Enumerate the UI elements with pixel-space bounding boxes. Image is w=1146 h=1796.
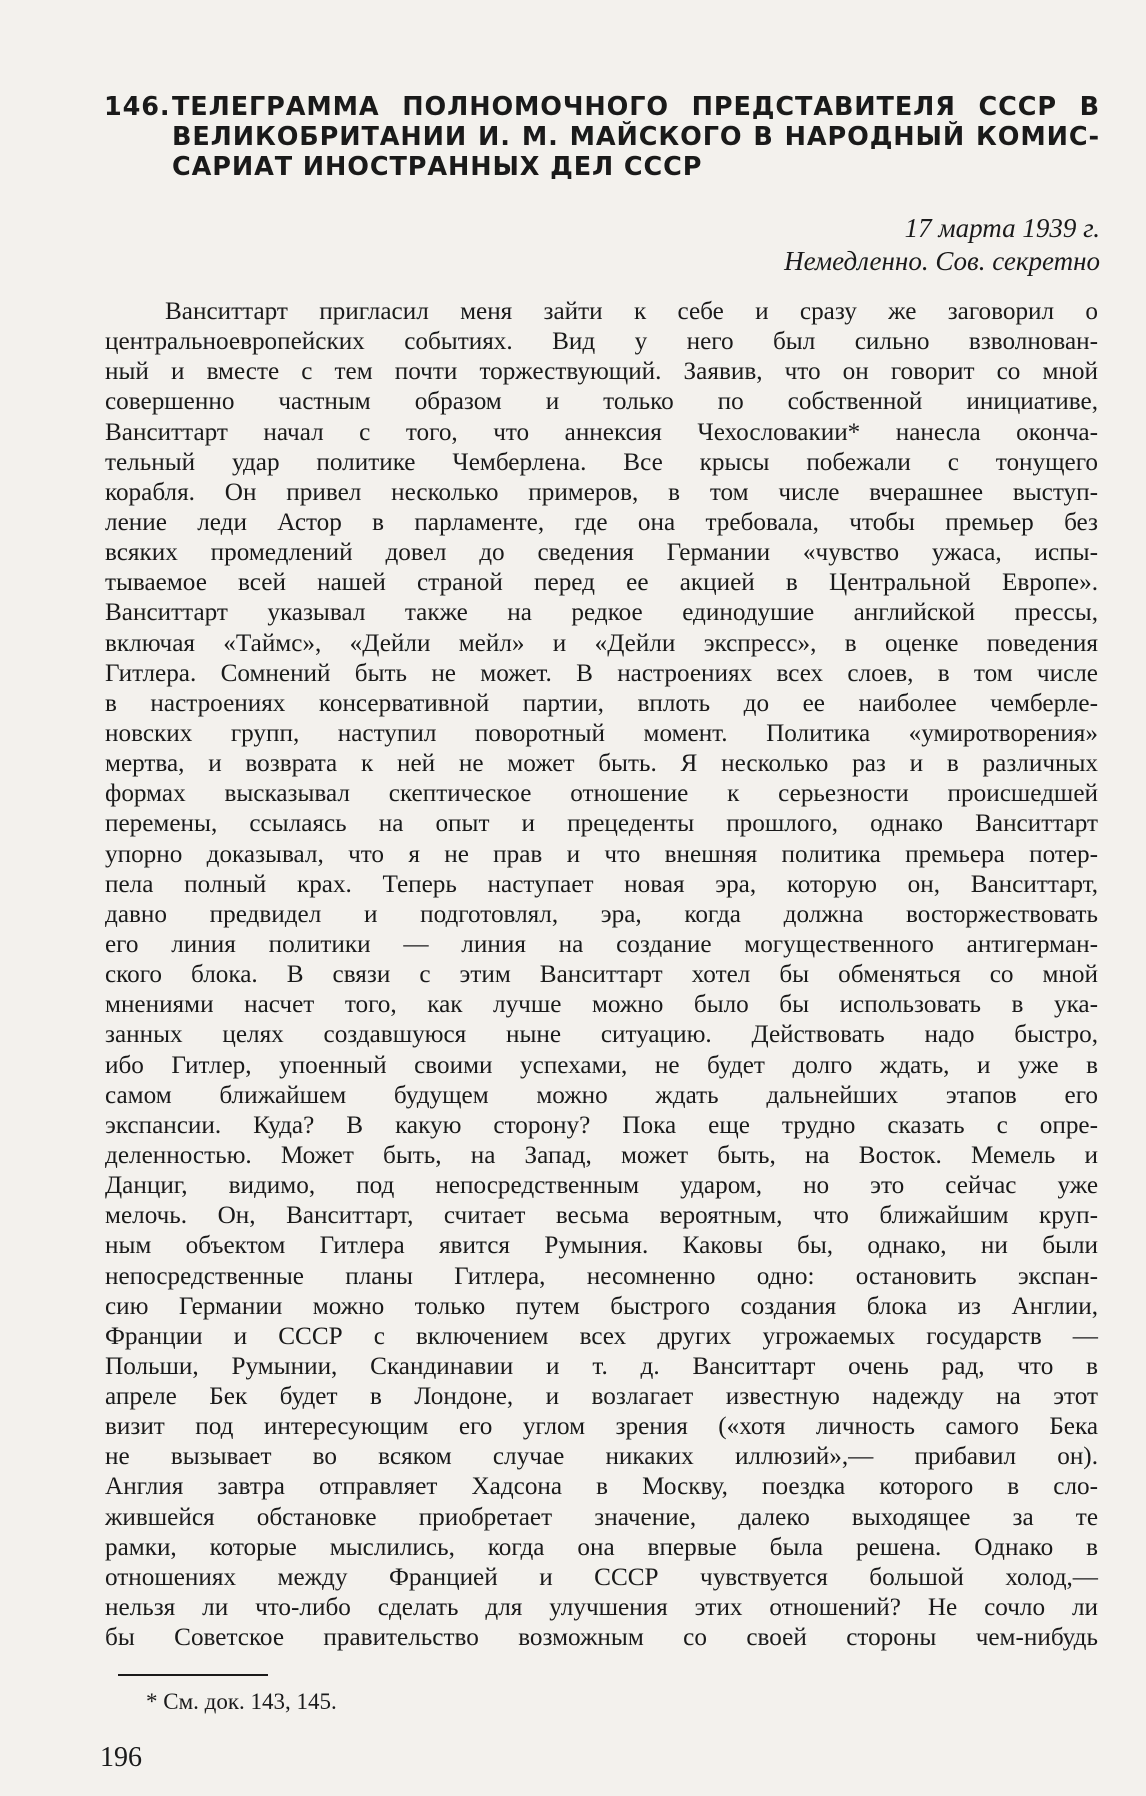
title-line: ВЕЛИКОБРИТАНИИ И. М. МАЙСКОГО В НАРОДНЫЙ КОМИС-: [172, 122, 1100, 152]
body-line: давно предвидел и подготовлял, эра, когда должна восторжествовать: [105, 900, 1098, 928]
body-line: Гитлера. Сомнений быть не может. В настроениях всех слоев, в том числе: [105, 659, 1098, 687]
body-line: новских групп, наступил поворотный момент. Политика «умиротворения»: [105, 719, 1098, 747]
body-line: Ванситтарт указывал также на редкое единодушие английской прессы,: [105, 599, 1098, 627]
body-line: тельный удар политике Чемберлена. Все крысы побежали с тонущего: [105, 448, 1098, 476]
body-line: в настроениях консервативной партии, вплоть до ее наиболее чемберле-: [105, 689, 1098, 717]
body-line: пела полный крах. Теперь наступает новая эра, которую он, Ванситтарт,: [105, 870, 1098, 898]
body-line: Франции и СССР с включением всех других угрожаемых государств —: [105, 1322, 1098, 1350]
body-line: сию Германии можно только путем быстрого создания блока из Англии,: [105, 1292, 1098, 1320]
footnote: * См. док. 143, 145.: [146, 1689, 337, 1714]
body-text: [105, 297, 1098, 1653]
body-line: упорно доказывал, что я не прав и что внешняя политика премьера потер-: [105, 840, 1098, 868]
body-line: Данциг, видимо, под непосредственным ударом, но это сейчас уже: [105, 1172, 1098, 1200]
body-line: бы Советское правительство возможным со своей стороны чем-нибудь: [105, 1624, 1098, 1652]
body-line: рамки, которые мыслились, когда она впервые была решена. Однако в: [105, 1533, 1098, 1561]
body-line: апреле Бек будет в Лондоне, и возлагает известную надежду на этот: [105, 1383, 1098, 1411]
date-block: [784, 212, 1100, 278]
body-line: отношениях между Францией и СССР чувствуется большой холод,—: [105, 1563, 1098, 1591]
body-line: самом ближайшем будущем можно ждать дальнейших этапов его: [105, 1081, 1098, 1109]
title-line: ТЕЛЕГРАММА ПОЛНОМОЧНОГО ПРЕДСТАВИТЕЛЯ СССР В: [172, 92, 1100, 122]
body-line: ным объектом Гитлера явится Румыния. Каковы бы, однако, ни были: [105, 1232, 1098, 1260]
classification-label: Немедленно. Сов. секретно: [784, 246, 1100, 276]
body-line: перемены, ссылаясь на опыт и прецеденты прошлого, однако Ванситтарт: [105, 810, 1098, 838]
body-line: мнениями насчет того, как лучше можно было бы использовать в ука-: [105, 991, 1098, 1019]
title-line: САРИАТ ИНОСТРАННЫХ ДЕЛ СССР: [172, 152, 703, 182]
body-line: ный и вместе с тем почти торжествующий. Заявив, что он говорит со мной: [105, 358, 1098, 386]
body-line: всяких промедлений довел до сведения Германии «чувство ужаса, испы-: [105, 539, 1098, 567]
body-line: Англия завтра отправляет Хадсона в Москву, поездка которого в сло-: [105, 1473, 1098, 1501]
footnote-divider: [118, 1674, 268, 1676]
body-line: центральноевропейских событиях. Вид у него был сильно взволнован-: [105, 328, 1098, 356]
body-line: мертва, и возврата к ней не может быть. Я несколько раз и в различных: [105, 750, 1098, 778]
body-line: жившейся обстановке приобретает значение, далеко выходящее за те: [105, 1503, 1098, 1531]
body-line: мелочь. Он, Ванситтарт, считает весьма вероятным, что ближайшим круп-: [105, 1202, 1098, 1230]
body-line: непосредственные планы Гитлера, несомненно одно: остановить экспан-: [105, 1262, 1098, 1290]
body-line: занных целях создавшуюся ныне ситуацию. Действовать надо быстро,: [105, 1021, 1098, 1049]
body-line: включая «Таймс», «Дейли мейл» и «Дейли экспресс», в оценке поведения: [105, 629, 1098, 657]
body-line: не вызывает во всяком случае никаких иллюзий»,— прибавил он).: [105, 1443, 1098, 1471]
body-line: формах высказывал скептическое отношение к серьезности происшедшей: [105, 780, 1098, 808]
document-date: 17 марта 1939 г.: [904, 213, 1100, 243]
page-number: 196: [100, 1742, 142, 1773]
body-line: Ванситтарт начал с того, что аннексия Чехословакии* нанесла оконча-: [105, 418, 1098, 446]
body-line: нельзя ли что-либо сделать для улучшения этих отношений? Не сочло ли: [105, 1594, 1098, 1622]
body-line: ского блока. В связи с этим Ванситтарт хотел бы обменяться со мной: [105, 961, 1098, 989]
body-line: Ванситтарт пригласил меня зайти к себе и сразу же заговорил о: [165, 298, 1098, 325]
document-title: [104, 92, 1100, 182]
body-line: ление леди Астор в парламенте, где она требовала, чтобы премьер без: [105, 508, 1098, 536]
body-line: совершенно частным образом и только по собственной инициативе,: [105, 388, 1098, 416]
body-line: его линия политики — линия на создание могущественного антигерман-: [105, 930, 1098, 958]
body-line: тываемое всей нашей страной перед ее акцией в Центральной Европе».: [105, 569, 1098, 597]
body-line: визит под интересующим его углом зрения («хотя личность самого Бека: [105, 1413, 1098, 1441]
body-line: ибо Гитлер, упоенный своими успехами, не будет долго ждать, и уже в: [105, 1051, 1098, 1079]
document-number: 146.: [104, 92, 171, 122]
body-line: Польши, Румынии, Скандинавии и т. д. Ванситтарт очень рад, что в: [105, 1352, 1098, 1380]
body-line: экспансии. Куда? В какую сторону? Пока еще трудно сказать с опре-: [105, 1111, 1098, 1139]
body-line: корабля. Он привел несколько примеров, в том числе вчерашнее выступ-: [105, 478, 1098, 506]
body-line: деленностью. Может быть, на Запад, может быть, на Восток. Мемель и: [105, 1141, 1098, 1169]
